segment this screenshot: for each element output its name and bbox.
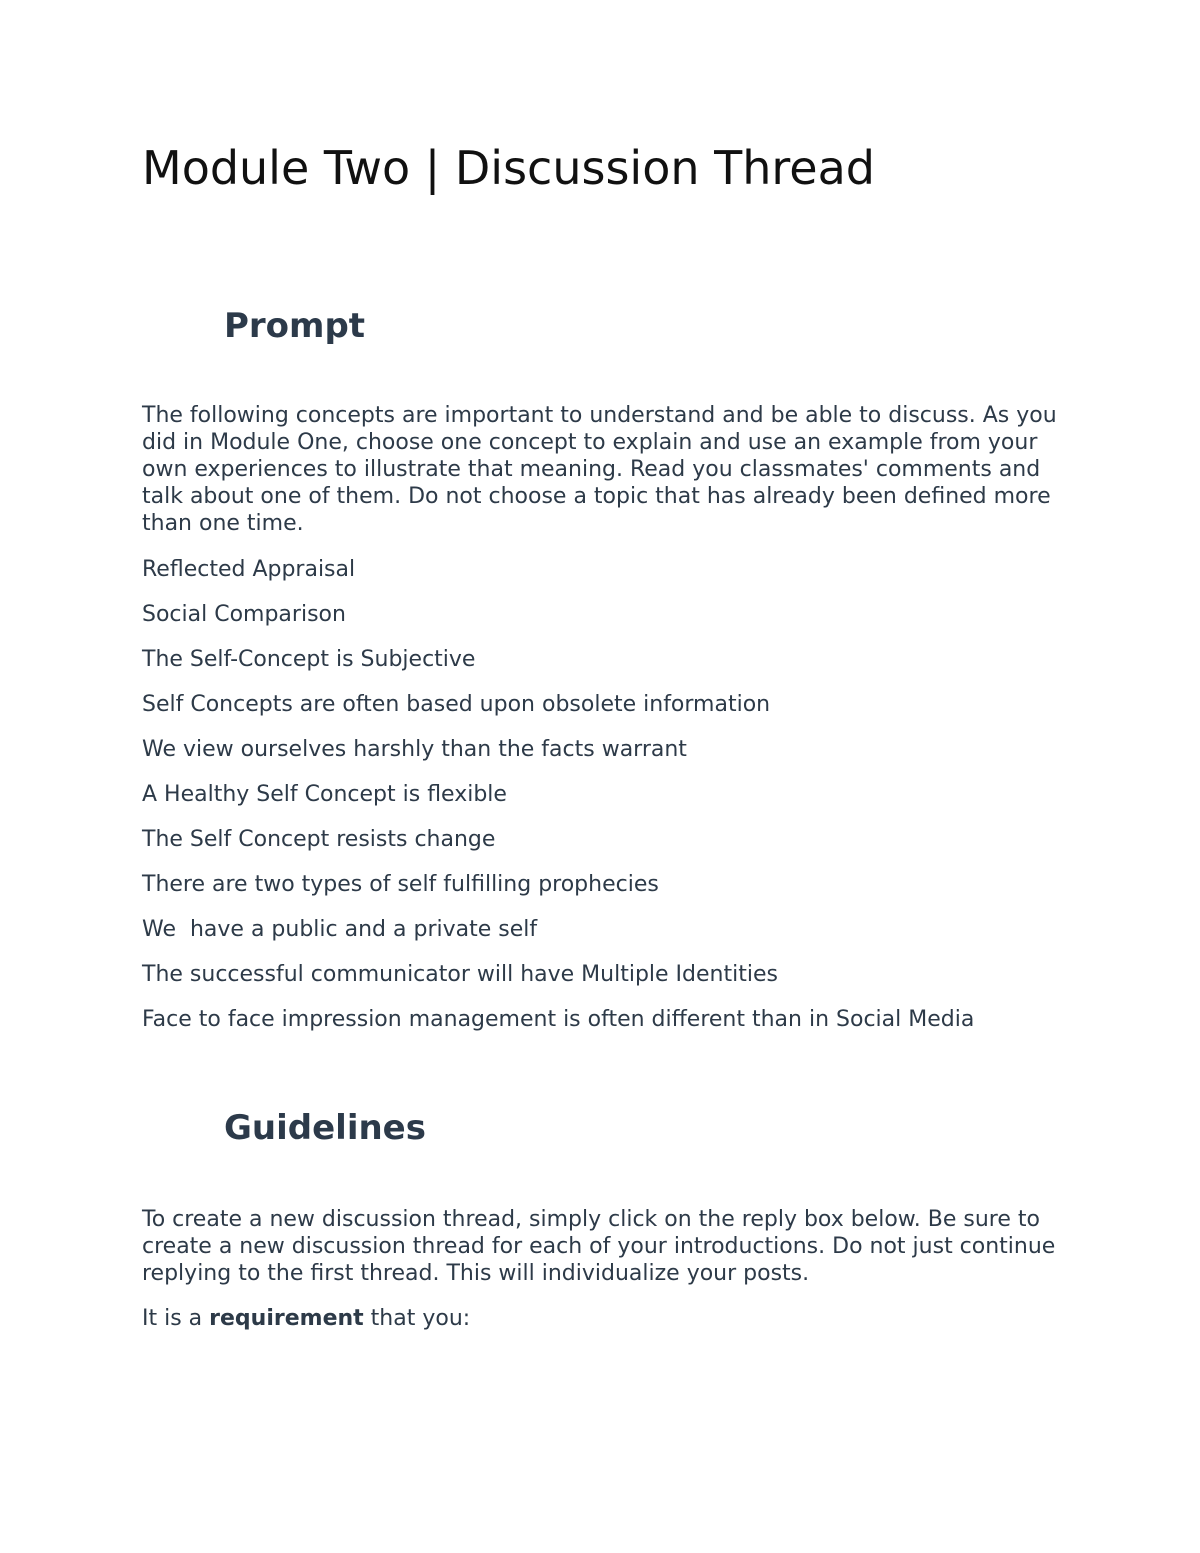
guidelines-heading: Guidelines — [224, 1108, 426, 1148]
concept-item: We view ourselves harshly than the facts warrant — [142, 737, 687, 762]
page-title: Module Two | Discussion Thread — [142, 141, 875, 195]
prompt-intro-paragraph: The following concepts are important to understand and be able to discuss. As you did in Module One, choose one concept to explain and use an example from your own experiences to illustrate that meaning. Read you classmates' comments and talk about one of them. Do not choose a topic that has already been defined more than one time. — [142, 403, 1057, 536]
concept-item: The Self Concept resists change — [142, 827, 496, 852]
guidelines-paragraph: To create a new discussion thread, simply click on the reply box below. Be sure to create a new discussion thread for each of your introductions. Do not just continue replying to the first thread. This will individualize your posts. — [142, 1207, 1056, 1286]
concept-item: Self Concepts are often based upon obsolete information — [142, 692, 771, 717]
concept-item: Face to face impression management is often different than in Social Media — [142, 1007, 975, 1032]
concept-item: Reflected Appraisal — [142, 557, 356, 582]
concept-item: We have a public and a private self — [142, 917, 538, 942]
requirement-text-before: It is a — [142, 1306, 210, 1331]
concept-list — [142, 556, 974, 1051]
concept-item: The successful communicator will have Multiple Identities — [142, 962, 778, 987]
requirement-text-after: that you: — [363, 1306, 471, 1331]
prompt-heading: Prompt — [224, 306, 366, 346]
requirement-emphasis: requirement — [209, 1306, 364, 1331]
concept-item: There are two types of self fulfilling prophecies — [142, 872, 659, 897]
concept-item: The Self-Concept is Subjective — [142, 647, 476, 672]
concept-item: A Healthy Self Concept is flexible — [142, 782, 507, 807]
requirement-paragraph — [142, 1305, 1062, 1332]
concept-item: Social Comparison — [142, 602, 346, 627]
